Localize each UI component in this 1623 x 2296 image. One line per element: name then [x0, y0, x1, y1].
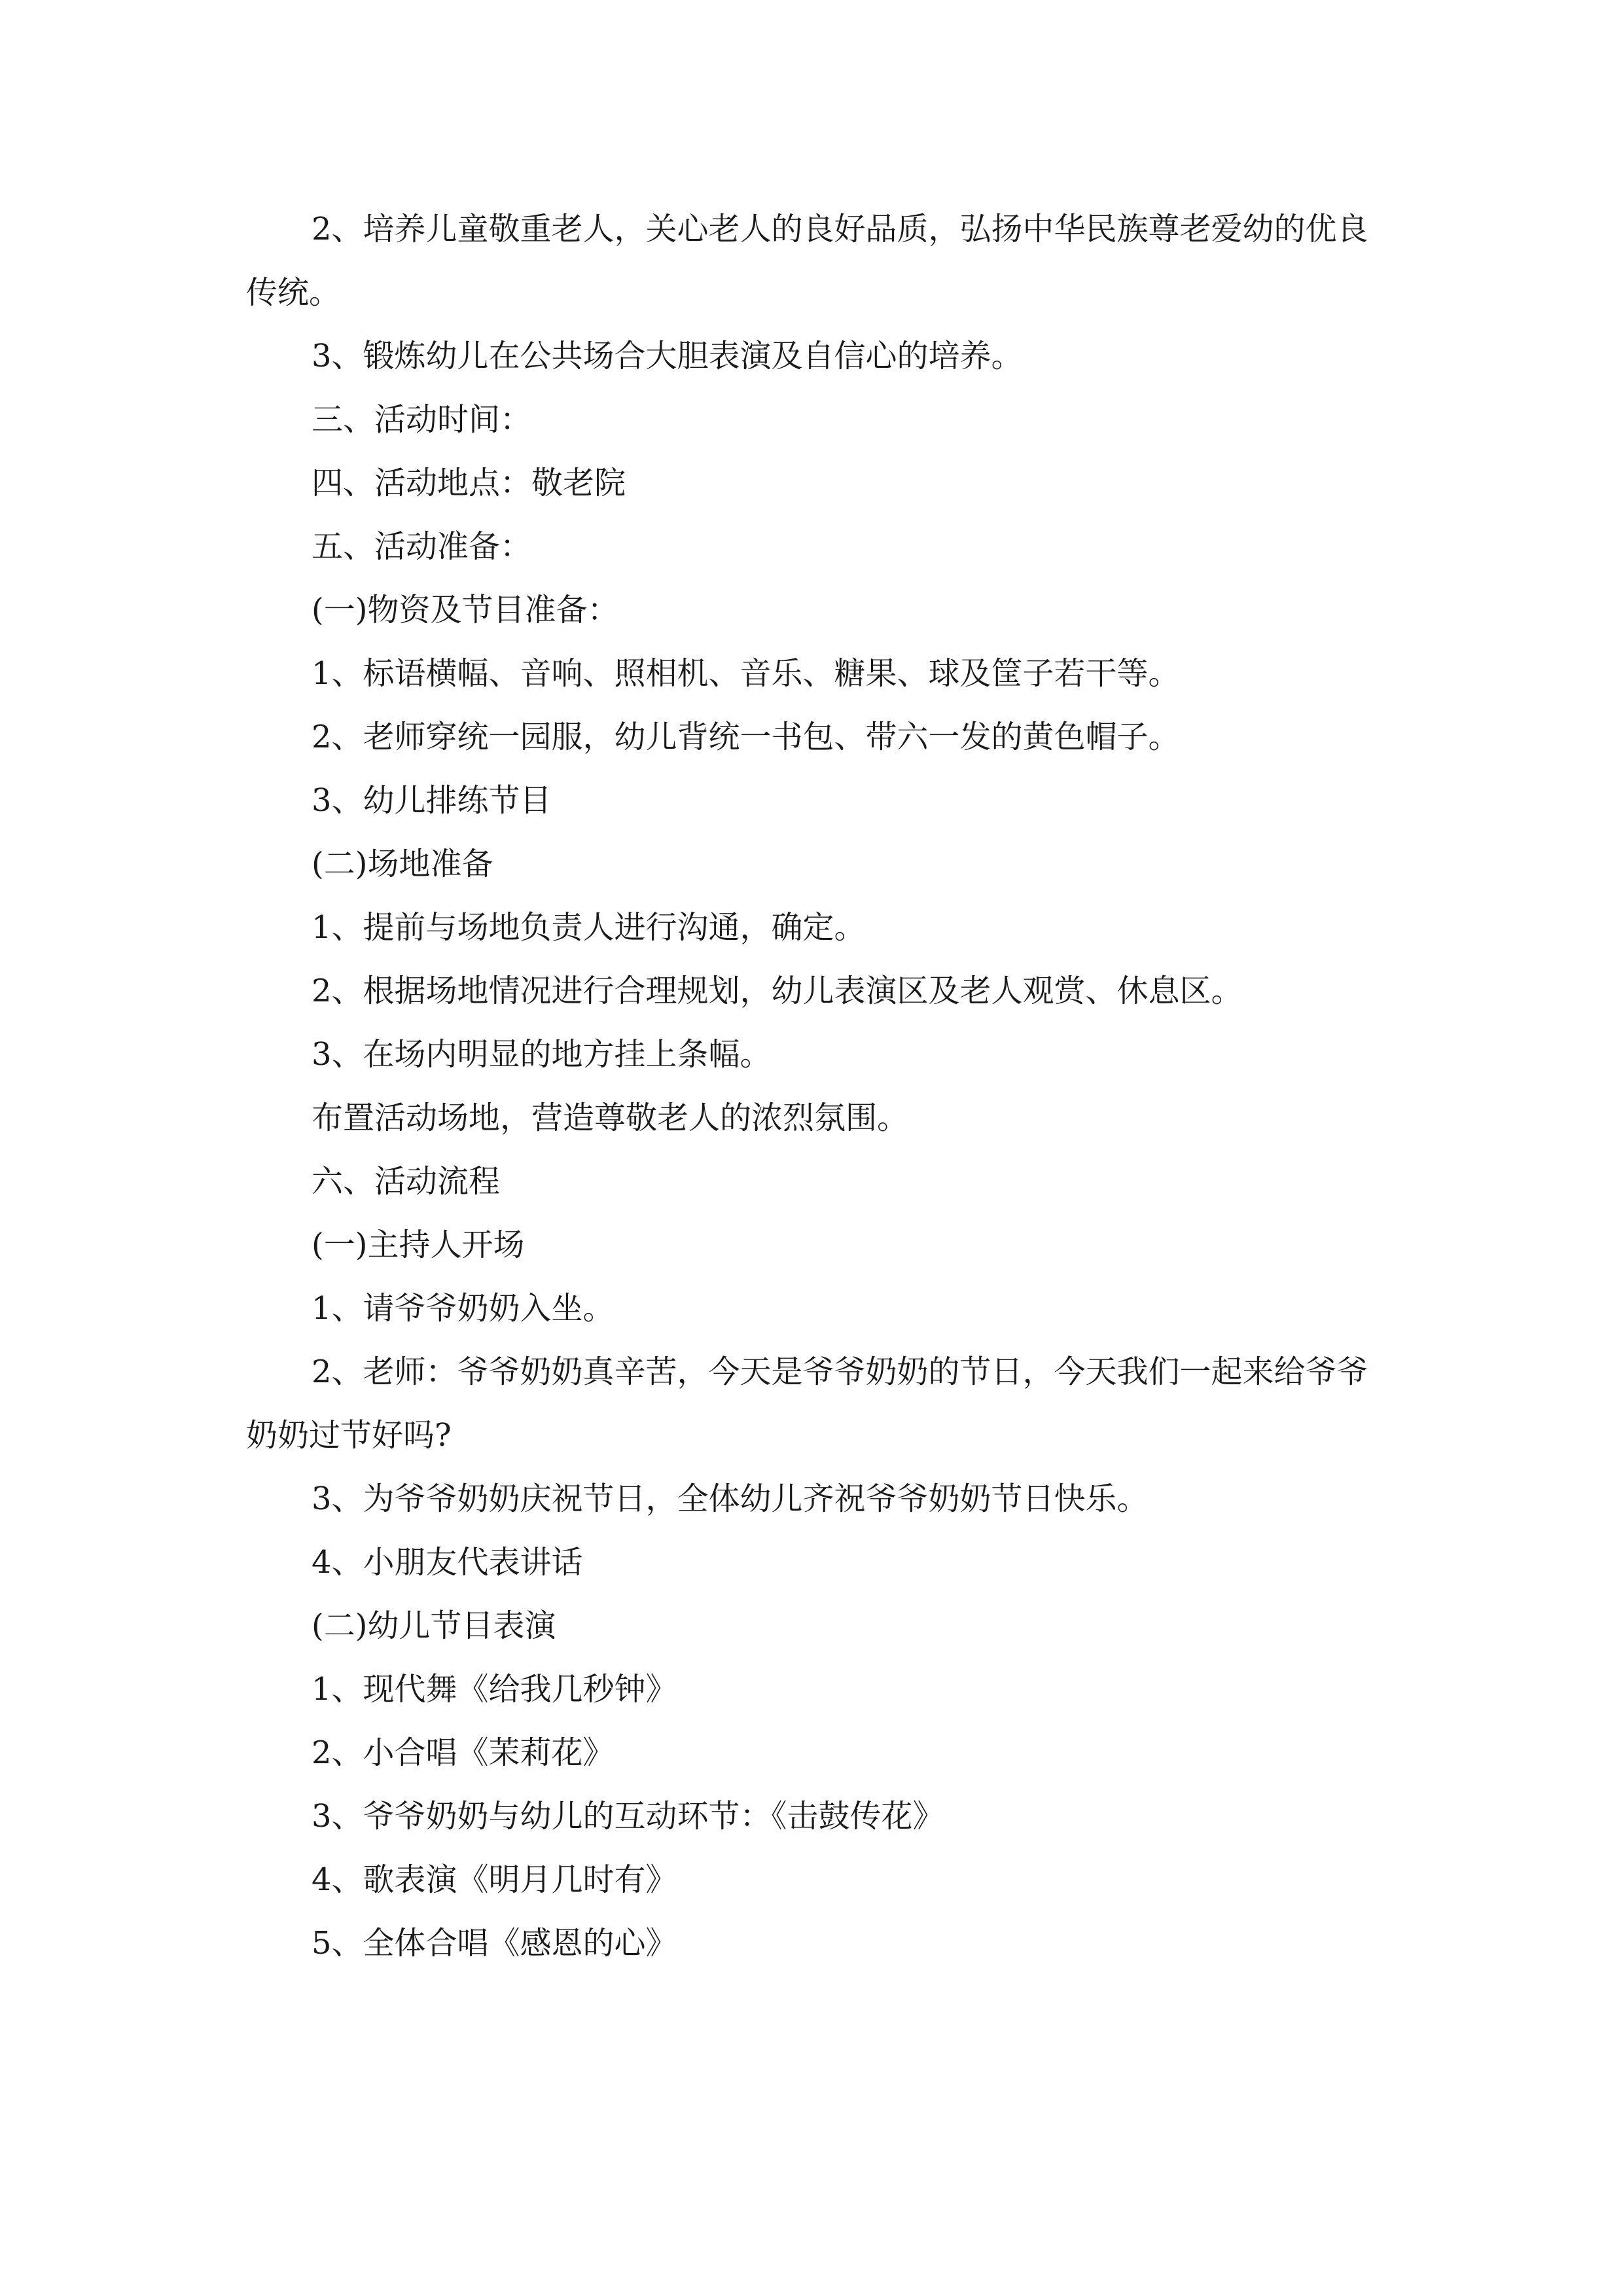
- subheading-materials: (一)物资及节目准备：: [312, 592, 619, 628]
- paragraph-venue-setup: 布置活动场地，营造尊敬老人的浓烈氛围。: [312, 1100, 909, 1136]
- paragraph-goal-2: 2、培养儿童敬重老人，关心老人的良好品质，弘扬中华民族尊老爱幼的优良传统。: [246, 211, 1368, 311]
- heading-activity-preparation: 五、活动准备：: [312, 528, 532, 565]
- list-item: 2、老师穿统一园服，幼儿背统一书包、带六一发的黄色帽子。: [312, 719, 1180, 755]
- list-item: 1、现代舞《给我几秒钟》: [312, 1671, 677, 1708]
- list-item: 3、幼儿排练节目: [312, 782, 552, 819]
- list-item: 4、小朋友代表讲话: [312, 1544, 583, 1581]
- list-item: 4、歌表演《明月几时有》: [312, 1861, 677, 1898]
- heading-activity-time: 三、活动时间：: [312, 401, 532, 438]
- list-item: 5、全体合唱《感恩的心》: [312, 1925, 677, 1962]
- list-item: 3、为爷爷奶奶庆祝节日，全体幼儿齐祝爷爷奶奶节日快乐。: [312, 1480, 1149, 1517]
- heading-activity-process: 六、活动流程: [312, 1163, 501, 1200]
- list-item: 1、标语横幅、音响、照相机、音乐、糖果、球及筐子若干等。: [312, 655, 1180, 692]
- list-item: 3、在场内明显的地方挂上条幅。: [312, 1036, 772, 1073]
- list-item: 3、爷爷奶奶与幼儿的互动环节：《击鼓传花》: [312, 1798, 944, 1835]
- list-item: 2、小合唱《茉莉花》: [312, 1734, 615, 1771]
- list-item: 1、请爷爷奶奶入坐。: [312, 1290, 615, 1327]
- paragraph-goal-3: 3、锻炼幼儿在公共场合大胆表演及自信心的培养。: [312, 338, 1023, 374]
- document-body: [246, 198, 1378, 1975]
- subheading-performances: (二)幼儿节目表演: [312, 1607, 556, 1644]
- list-item: 1、提前与场地负责人进行沟通，确定。: [312, 909, 866, 946]
- list-item: 2、老师：爷爷奶奶真辛苦，今天是爷爷奶奶的节日，今天我们一起来给爷爷奶奶过节好吗?: [246, 1354, 1368, 1454]
- subheading-venue: (二)场地准备: [312, 846, 493, 882]
- list-item: 2、根据场地情况进行合理规划，幼儿表演区及老人观赏、休息区。: [312, 973, 1243, 1009]
- heading-activity-location: 四、活动地点：敬老院: [312, 465, 626, 501]
- subheading-host-opening: (一)主持人开场: [312, 1227, 525, 1263]
